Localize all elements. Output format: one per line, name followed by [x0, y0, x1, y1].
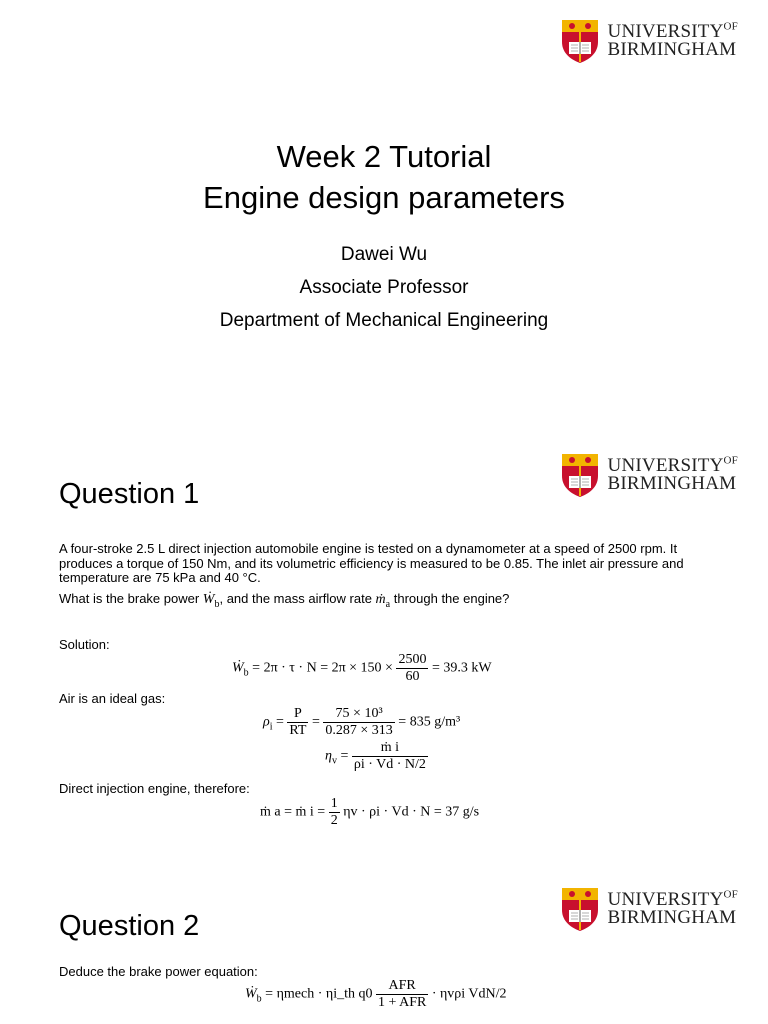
logo-university: UNIVERSITY	[607, 21, 724, 42]
author-department: Department of Mechanical Engineering	[219, 310, 549, 331]
title-line-2: Engine design parameters	[203, 180, 565, 215]
volumetric-efficiency-equation: $\eta_v$ = $\frac{\text{ṁ i}}{\rho i \cdot Vd \cdot N/2}$	[325, 740, 426, 772]
question-prompt: Deduce the brake power equation:	[59, 964, 258, 979]
logo-city: BIRMINGHAM	[607, 39, 737, 60]
solution-label: Solution:	[59, 637, 110, 652]
title-line-1: Week 2 Tutorial	[276, 139, 492, 174]
density-equation: $\rho_i$ = $\frac{P}{RT}$ = $\frac{\text{75 × 10³}}{0.287 \times 313}$ = 835 g/m³	[263, 706, 461, 738]
logo-of: OF	[723, 454, 738, 467]
problem-statement: A four-stroke 2.5 L direct injection automobile engine is tested on a dynamometer at a speed of 2500 rpm. It produces a torque of 150 Nm, and its volumetric efficiency is measured to be 0.85. The inlet air pressure and temperature are 75 kPa and 40 °C.	[59, 541, 684, 585]
crest-icon	[560, 18, 600, 64]
logo-of: OF	[723, 888, 738, 901]
question-title: Question 1	[59, 478, 200, 510]
ideal-gas-label: Air is an ideal gas:	[59, 691, 166, 706]
author-name: Dawei Wu	[340, 244, 428, 265]
crest-icon	[560, 452, 600, 498]
question-title: Question 2	[59, 910, 200, 942]
crest-icon	[560, 886, 600, 932]
direct-injection-label: Direct injection engine, therefore:	[59, 781, 250, 796]
university-logo	[560, 886, 738, 932]
title-slide	[0, 0, 768, 434]
logo-university: UNIVERSITY	[607, 889, 724, 910]
brake-power-equation: Ẇ$_b$ = 2π · τ · N = 2π × 150 × $\frac{2500}{60}$ = 39.3 kW	[232, 652, 492, 684]
question-2-slide	[0, 868, 768, 1024]
logo-city: BIRMINGHAM	[607, 907, 737, 928]
university-logo	[560, 18, 738, 64]
question-text: What is the brake power Ẇ$_b$, and the mass airflow rate ṁ$_a$ through the engine?	[59, 591, 510, 610]
question-1-slide	[0, 434, 768, 868]
university-logo	[560, 452, 738, 498]
brake-power-derivation-equation: Ẇ$_b$ = ηmech · ηi_th q0 $\frac{\text{AFR}}{\text{1 + AFR}}$ · ηvρi VdN/2	[245, 978, 507, 1010]
author-position: Associate Professor	[299, 277, 469, 298]
mass-airflow-equation: ṁ a = ṁ i = $\frac{1}{2}$ ηv · ρi · Vd · N = 37 g/s	[260, 796, 480, 828]
logo-city: BIRMINGHAM	[607, 473, 737, 494]
logo-university: UNIVERSITY	[607, 455, 724, 476]
logo-of: OF	[723, 20, 738, 33]
